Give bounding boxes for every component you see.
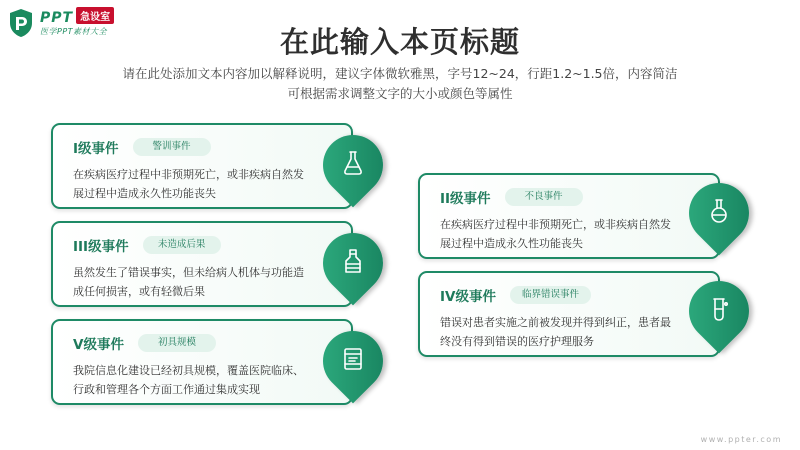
event-level: IV级事件 bbox=[440, 289, 496, 305]
medicine-box-icon bbox=[339, 345, 367, 373]
event-badge: 初具规模 bbox=[138, 334, 216, 352]
logo-tag: 急设室 bbox=[76, 7, 114, 24]
event-description: 在疾病医疗过程中非预期死亡，或非疾病自然发展过程中造成永久性功能丧失 bbox=[440, 218, 671, 250]
subtitle-line-2: 可根据需求调整文字的大小或颜色等属性 bbox=[287, 86, 513, 101]
flask-icon bbox=[705, 197, 733, 225]
event-card-level-2 bbox=[418, 173, 720, 259]
flask-icon bbox=[339, 149, 367, 177]
event-badge: 未造成后果 bbox=[143, 236, 221, 254]
event-card-level-4 bbox=[418, 271, 720, 357]
event-badge: 警训事件 bbox=[133, 138, 211, 156]
test-tube-icon bbox=[705, 295, 733, 323]
logo-subtitle: 医学PPT素材大全 bbox=[40, 27, 108, 36]
event-badge: 临界错误事件 bbox=[510, 286, 591, 304]
event-level: II级事件 bbox=[440, 191, 491, 207]
event-badge: 不良事件 bbox=[505, 188, 583, 206]
footer-url: www.ppter.com bbox=[700, 435, 782, 444]
event-description: 虽然发生了错误事实，但未给病人机体与功能造成任何损害，或有轻微后果 bbox=[73, 266, 304, 298]
event-description: 我院信息化建设已经初具规模，覆盖医院临床、行政和管理各个方面工作通过集成实现 bbox=[73, 364, 304, 396]
subtitle-line-1: 请在此处添加文本内容加以解释说明，建议字体微软雅黑，字号12~24，行距1.2~1.5倍，内容简洁 bbox=[122, 66, 678, 81]
page-subtitle bbox=[90, 64, 710, 104]
logo-title-text: PPT bbox=[40, 10, 74, 26]
event-card-level-3 bbox=[51, 221, 353, 307]
event-description: 在疾病医疗过程中非预期死亡，或非疾病自然发展过程中造成永久性功能丧失 bbox=[73, 168, 304, 200]
event-level: III级事件 bbox=[73, 239, 129, 255]
event-description: 错误对患者实施之前被发现并得到纠正，患者最终没有得到错误的医疗护理服务 bbox=[440, 316, 671, 348]
event-card-level-1 bbox=[51, 123, 353, 209]
event-level: V级事件 bbox=[73, 337, 124, 353]
event-card-level-5 bbox=[51, 319, 353, 405]
event-level: I级事件 bbox=[73, 141, 119, 157]
page-title: 在此输入本页标题 bbox=[279, 25, 520, 59]
bottle-icon bbox=[339, 247, 367, 275]
